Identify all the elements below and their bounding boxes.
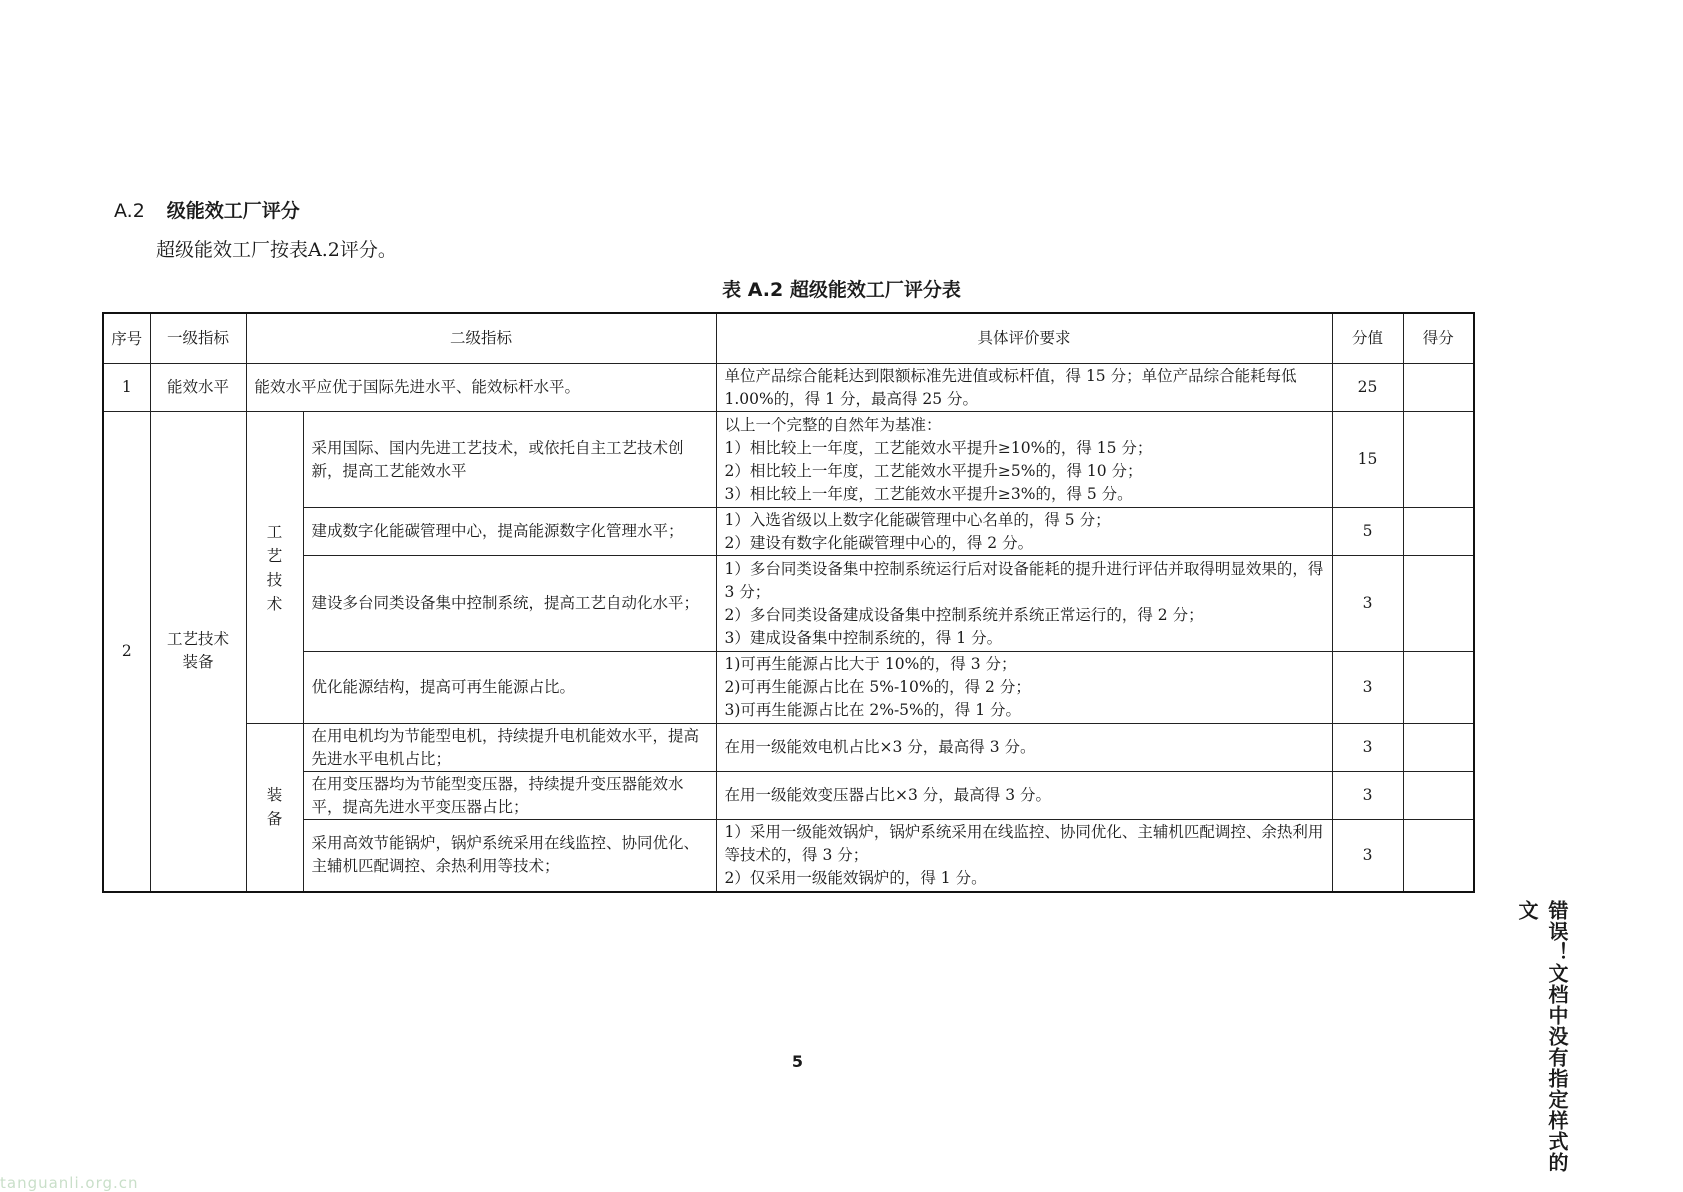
table-row — [103, 820, 1474, 892]
section-number: A.2 — [114, 200, 145, 222]
row8-item: 采用高效节能锅炉，锅炉系统采用在线监控、协同优化、主辅机匹配调控、余热利用等技术； — [303, 820, 716, 892]
row1-seq: 1 — [103, 364, 150, 412]
table-row — [103, 412, 1474, 508]
row8-points: 3 — [1332, 820, 1403, 892]
table-row — [103, 652, 1474, 724]
side-error-note: 错误！文档中没有指定样式的文 — [1515, 900, 1569, 1173]
intro-paragraph: 超级能效工厂按表A.2评分。 — [156, 239, 397, 261]
page-number: 5 — [791, 1052, 804, 1071]
header-requirement: 具体评价要求 — [716, 313, 1332, 364]
row4-req — [716, 556, 1332, 652]
table-row — [103, 724, 1474, 772]
row3-score[interactable] — [1403, 508, 1474, 556]
row6-score[interactable] — [1403, 724, 1474, 772]
row1-points: 25 — [1332, 364, 1403, 412]
sub-equipment-label: 装备 — [246, 724, 303, 892]
row2-seq: 2 — [103, 412, 150, 892]
row8-score[interactable] — [1403, 820, 1474, 892]
header-points: 分值 — [1332, 313, 1403, 364]
row7-points: 3 — [1332, 772, 1403, 820]
req-line: 2）多台同类设备建成设备集中控制系统并系统正常运行的，得 2 分； — [724, 605, 1204, 624]
scoring-table — [102, 312, 1475, 893]
req-line: 1)可再生能源占比大于 10%的，得 3 分； — [724, 655, 1017, 673]
row4-points: 3 — [1332, 556, 1403, 652]
req-line: 3）建成设备集中控制系统的，得 1 分。 — [724, 628, 1003, 647]
table-title: 表 A.2 超级能效工厂评分表 — [722, 279, 961, 301]
row4-score[interactable] — [1403, 556, 1474, 652]
row2-item: 采用国际、国内先进工艺技术，或依托自主工艺技术创新，提高工艺能效水平 — [303, 412, 716, 508]
row5-req — [716, 652, 1332, 724]
row5-points: 3 — [1332, 652, 1403, 724]
site-watermark: tanguanli.org.cn — [0, 1174, 139, 1192]
header-level1: 一级指标 — [150, 313, 246, 364]
req-line: 1）相比较上一年度，工艺能效水平提升≥10%的，得 15 分； — [724, 438, 1153, 457]
sub-process-label: 工艺技术 — [246, 412, 303, 724]
row5-score[interactable] — [1403, 652, 1474, 724]
row2-points: 15 — [1332, 412, 1403, 508]
row8-req — [716, 820, 1332, 892]
req-line: 2)可再生能源占比在 5%-10%的，得 2 分； — [724, 678, 1031, 696]
row2-level1: 工艺技术装备 — [150, 412, 246, 892]
req-line: 2）仅采用一级能效锅炉的，得 1 分。 — [724, 868, 987, 887]
req-line: 以上一个完整的自然年为基准： — [724, 415, 942, 434]
row7-score[interactable] — [1403, 772, 1474, 820]
row2-score[interactable] — [1403, 412, 1474, 508]
row5-item: 优化能源结构，提高可再生能源占比。 — [303, 652, 716, 724]
row3-req — [716, 508, 1332, 556]
header-seq: 序号 — [103, 313, 150, 364]
req-line: 1）多台同类设备集中控制系统运行后对设备能耗的提升进行评估并取得明显效果的，得 3 分； — [724, 559, 1324, 601]
row7-item: 在用变压器均为节能型变压器，持续提升变压器能效水平，提高先进水平变压器占比； — [303, 772, 716, 820]
req-line: 1）入选省级以上数字化能碳管理中心名单的，得 5 分； — [724, 510, 1111, 529]
table-row — [103, 556, 1474, 652]
row3-points: 5 — [1332, 508, 1403, 556]
row1-level1: 能效水平 — [150, 364, 246, 412]
header-score: 得分 — [1403, 313, 1474, 364]
row7-req: 在用一级能效变压器占比×3 分，最高得 3 分。 — [716, 772, 1332, 820]
row6-req: 在用一级能效电机占比×3 分，最高得 3 分。 — [716, 724, 1332, 772]
section-title: 级能效工厂评分 — [166, 200, 300, 222]
req-line: 1）采用一级能效锅炉，锅炉系统采用在线监控、协同优化、主辅机匹配调控、余热利用等技术的，得 3 分； — [724, 822, 1324, 864]
row1-score[interactable] — [1403, 364, 1474, 412]
row6-item: 在用电机均为节能型电机，持续提升电机能效水平，提高先进水平电机占比； — [303, 724, 716, 772]
row6-points: 3 — [1332, 724, 1403, 772]
section-heading — [114, 196, 300, 223]
table-row — [103, 364, 1474, 412]
row4-item: 建设多台同类设备集中控制系统，提高工艺自动化水平； — [303, 556, 716, 652]
table-row — [103, 772, 1474, 820]
req-line: 3)可再生能源占比在 2%-5%的，得 1 分。 — [724, 701, 1021, 719]
header-level2: 二级指标 — [246, 313, 716, 364]
req-line: 3）相比较上一年度，工艺能效水平提升≥3%的，得 5 分。 — [724, 484, 1133, 503]
row1-level2: 能效水平应优于国际先进水平、能效标杆水平。 — [246, 364, 716, 412]
row1-requirement: 单位产品综合能耗达到限额标准先进值或标杆值，得 15 分；单位产品综合能耗每低 1.00%的，得 1 分，最高得 25 分。 — [716, 364, 1332, 412]
row3-item: 建成数字化能碳管理中心，提高能源数字化管理水平； — [303, 508, 716, 556]
row2-req — [716, 412, 1332, 508]
table-header-row — [103, 313, 1474, 364]
req-line: 2）相比较上一年度，工艺能效水平提升≥5%的，得 10 分； — [724, 461, 1143, 480]
table-row — [103, 508, 1474, 556]
req-line: 2）建设有数字化能碳管理中心的，得 2 分。 — [724, 533, 1034, 552]
